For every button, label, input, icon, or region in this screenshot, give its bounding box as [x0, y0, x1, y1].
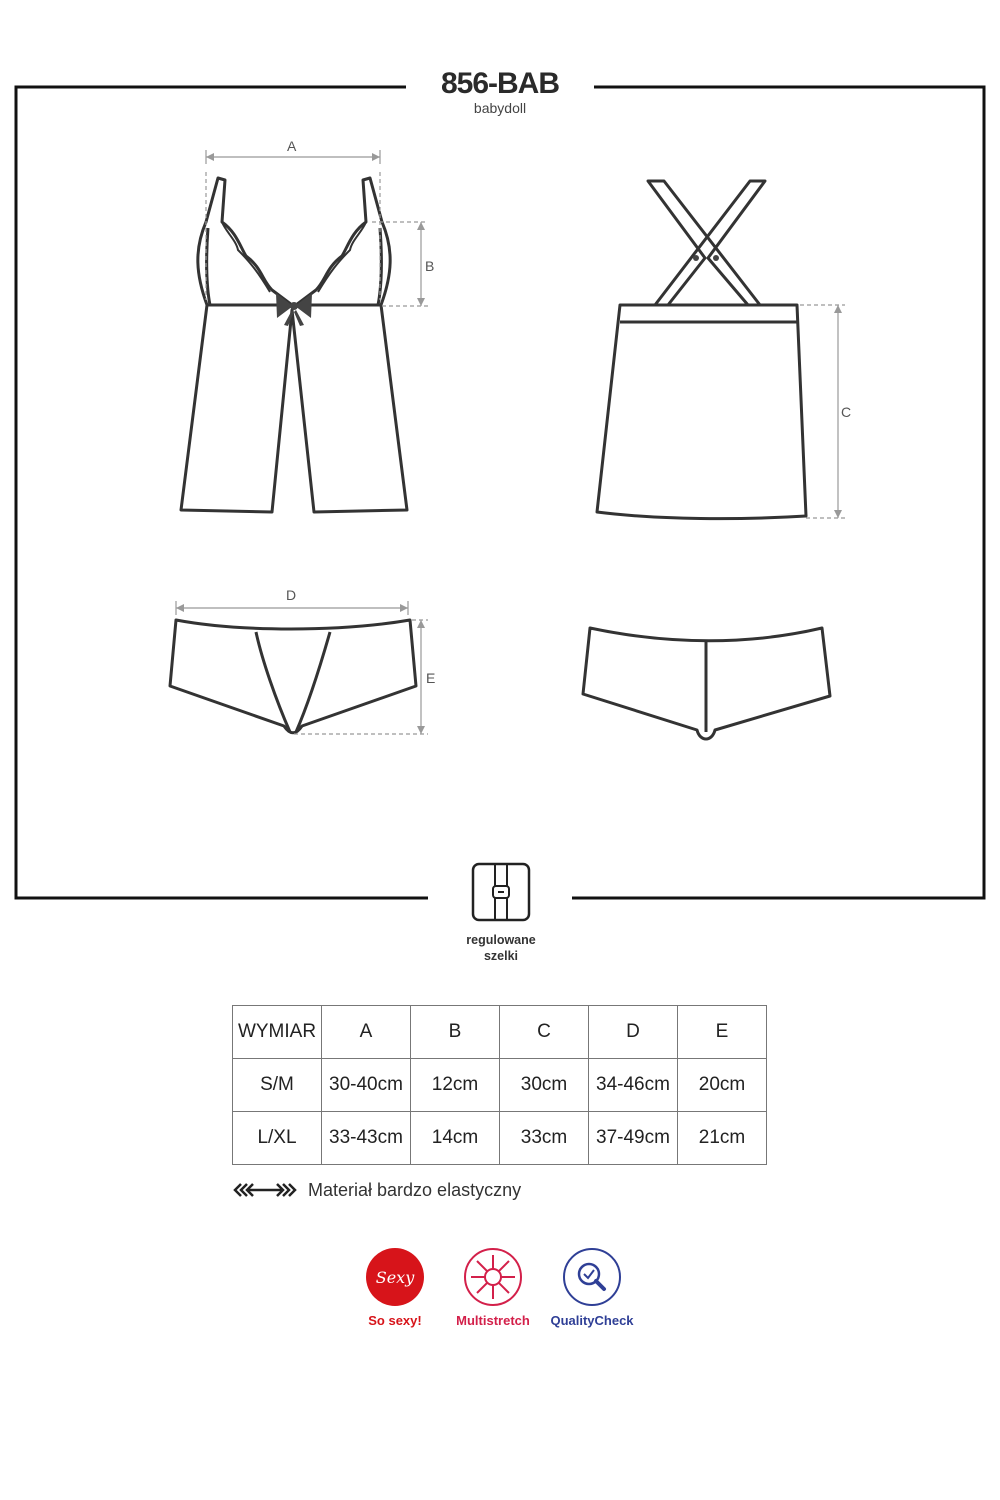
feature-label	[440, 932, 562, 964]
badge-multistretch	[443, 1247, 543, 1328]
table-cell: S/M	[233, 1059, 322, 1112]
product-code: 856-BAB	[440, 67, 560, 100]
table-header-cell: E	[678, 1006, 767, 1059]
table-header-cell: D	[589, 1006, 678, 1059]
product-type: babydoll	[473, 100, 527, 116]
table-cell: 33cm	[500, 1112, 589, 1165]
dimension-e	[294, 620, 428, 734]
dimension-arrows	[176, 153, 842, 734]
feature-label-line2: szelki	[483, 949, 519, 963]
badge-label: QualityCheck	[550, 1313, 634, 1328]
table-cell: 34-46cm	[589, 1059, 678, 1112]
frame	[16, 87, 984, 898]
table-cell: 14cm	[411, 1112, 500, 1165]
dim-label-e: E	[426, 670, 436, 686]
table-header-cell: A	[322, 1006, 411, 1059]
multistretch-icon	[463, 1247, 523, 1307]
table-header-cell: WYMIAR	[233, 1006, 322, 1059]
badge-label: So sexy!	[368, 1313, 422, 1328]
size-table	[232, 1005, 767, 1165]
dim-label-a: A	[287, 138, 297, 154]
thong-back	[583, 628, 830, 739]
table-header-cell: B	[411, 1006, 500, 1059]
table-cell: 21cm	[678, 1112, 767, 1165]
badge-label: Multistretch	[456, 1313, 530, 1328]
dimension-a	[206, 150, 380, 300]
badge-so-sexy	[345, 1247, 445, 1328]
table-cell: 12cm	[411, 1059, 500, 1112]
table-cell: 37-49cm	[589, 1112, 678, 1165]
table-cell: L/XL	[233, 1112, 322, 1165]
adjustable-straps-icon	[471, 862, 531, 922]
dimension-c	[800, 305, 845, 518]
babydoll-front	[181, 178, 407, 512]
elastic-note	[232, 1178, 521, 1202]
elastic-text: Materiał bardzo elastyczny	[308, 1179, 522, 1200]
table-cell: 30-40cm	[322, 1059, 411, 1112]
table-cell: 33-43cm	[322, 1112, 411, 1165]
thong-front	[170, 620, 416, 733]
dimension-d	[176, 601, 408, 615]
table-row	[233, 1059, 767, 1112]
sexy-seal-icon	[365, 1247, 425, 1307]
table-cell: 30cm	[500, 1059, 589, 1112]
dim-label-c: C	[841, 404, 852, 420]
dim-label-d: D	[286, 587, 297, 603]
babydoll-back	[597, 181, 806, 519]
badge-quality-check	[542, 1247, 642, 1328]
table-header-cell: C	[500, 1006, 589, 1059]
table-cell: 20cm	[678, 1059, 767, 1112]
quality-check-icon	[562, 1247, 622, 1307]
table-header-row	[233, 1006, 767, 1059]
dim-label-b: B	[425, 258, 435, 274]
table-row	[233, 1112, 767, 1165]
seal-text: Sexy	[375, 1268, 415, 1287]
double-arrow-icon	[232, 1182, 298, 1198]
feature-label-line1: regulowane	[466, 933, 536, 947]
product-title-block	[408, 66, 592, 116]
